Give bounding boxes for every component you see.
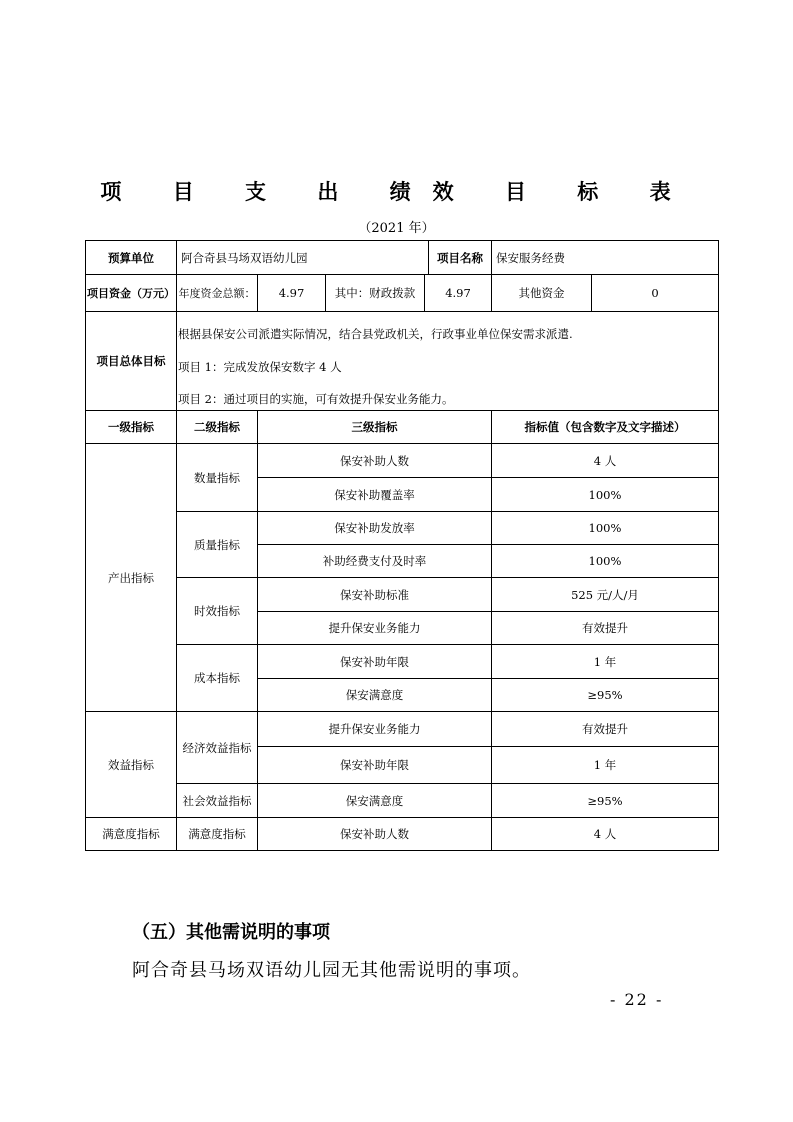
- level1-output: 产出指标: [108, 570, 154, 585]
- indicator-value: 有效提升: [582, 722, 628, 736]
- indicator-value: 4 人: [593, 827, 617, 841]
- project-name-value: 保安服务经费: [496, 250, 565, 265]
- budget-unit-label: 预算单位: [108, 250, 154, 265]
- level2-quality: 质量指标: [194, 537, 240, 552]
- other-funds-value: 0: [651, 286, 659, 300]
- level2-economic: 经济效益指标: [182, 740, 252, 755]
- table-rule: [85, 311, 719, 312]
- indicator-name: 保安补助标准: [340, 587, 409, 602]
- indicator-value: 100%: [588, 554, 622, 568]
- indicator-name: 保安补助发放率: [334, 521, 415, 535]
- column-header: 三级指标: [351, 420, 398, 434]
- fiscal-funds-label: 其中：财政拨款: [334, 286, 416, 300]
- indicator-name: 提升保安业务能力: [328, 621, 421, 635]
- indicator-name: 保安补助覆盖率: [334, 487, 415, 502]
- level2-quantity: 数量指标: [194, 470, 240, 485]
- column-header: 指标值（包含数字及文字描述）: [524, 420, 686, 434]
- indicator-name: 保安满意度: [345, 793, 404, 808]
- indicator-name: 补助经费支付及时率: [322, 554, 427, 568]
- project-name-label: 项目名称: [437, 250, 483, 265]
- level2-satisfaction: 满意度指标: [188, 827, 246, 841]
- column-header: 一级指标: [108, 420, 154, 434]
- indicator-value: 1 年: [593, 758, 617, 772]
- level2-social: 社会效益指标: [182, 793, 252, 808]
- level2-cost: 成本指标: [194, 671, 240, 685]
- page-number: - 22 -: [610, 990, 664, 1009]
- page-title: 项 目 支 出 绩效 目 标 表: [100, 180, 693, 204]
- level1-satisfaction: 满意度指标: [102, 827, 160, 841]
- indicator-name: 保安满意度: [345, 688, 404, 702]
- indicator-value: 有效提升: [582, 621, 628, 635]
- indicator-value: ≥95%: [587, 688, 623, 702]
- indicator-value: ≥95%: [587, 793, 623, 808]
- indicator-value: 4 人: [593, 453, 617, 468]
- annual-funds-label: 年度资金总额：: [178, 287, 256, 300]
- indicator-name: 保安补助人数: [340, 453, 409, 468]
- section-heading: （五）其他需说明的事项: [132, 922, 330, 943]
- indicator-value: 100%: [588, 487, 622, 502]
- indicator-name: 提升保安业务能力: [328, 722, 421, 736]
- fiscal-funds-value: 4.97: [445, 286, 471, 300]
- level2-timeliness: 时效指标: [194, 604, 240, 618]
- goal-line: 根据县保安公司派遣实际情况，结合县党政机关，行政事业单位保安需求派遣.: [178, 327, 573, 341]
- indicator-name: 保安补助年限: [340, 758, 409, 772]
- indicator-value: 525 元/人/月: [571, 587, 639, 602]
- section-body: 阿合奇县马场双语幼儿园无其他需说明的事项。: [132, 960, 531, 981]
- indicator-value: 1 年: [593, 654, 617, 669]
- budget-unit-value: 阿合奇县马场双语幼儿园: [181, 250, 308, 265]
- level1-benefit: 效益指标: [108, 757, 154, 772]
- column-header: 二级指标: [194, 420, 240, 434]
- other-funds-label: 其他资金: [518, 286, 565, 300]
- year-label: （2021 年）: [358, 221, 435, 236]
- indicator-name: 保安补助年限: [340, 654, 409, 669]
- indicator-name: 保安补助人数: [340, 827, 409, 841]
- annual-funds-value: 4.97: [278, 286, 305, 300]
- project-funds-label: 项目资金（万元）: [87, 287, 175, 300]
- overall-goal-label: 项目总体目标: [96, 354, 166, 368]
- indicator-value: 100%: [588, 521, 622, 535]
- goal-line: 项目 1：完成发放保安数字 4 人: [178, 360, 342, 374]
- goal-line: 项目 2：通过项目的实施，可有效提升保安业务能力。: [178, 392, 454, 406]
